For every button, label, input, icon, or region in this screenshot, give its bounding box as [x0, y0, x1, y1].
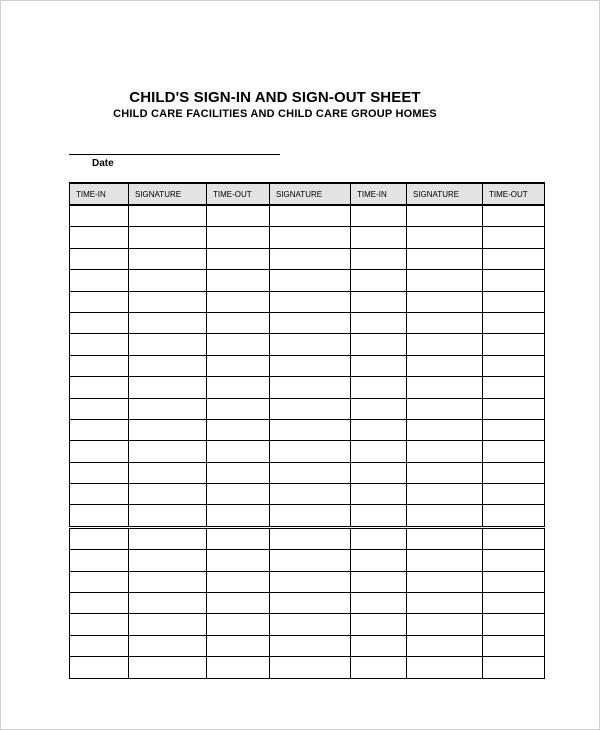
entry-cell[interactable] — [407, 205, 483, 227]
entry-cell[interactable] — [407, 355, 483, 376]
entry-cell[interactable] — [351, 462, 407, 483]
entry-cell[interactable] — [270, 291, 351, 312]
entry-cell[interactable] — [407, 593, 483, 614]
sheet-subtitle: CHILD CARE FACILITIES AND CHILD CARE GROUP HOMES — [113, 108, 437, 120]
entry-cell[interactable] — [351, 270, 407, 291]
entry-cell[interactable] — [70, 248, 129, 269]
entry-cell[interactable] — [483, 334, 545, 355]
entry-cell[interactable] — [407, 527, 483, 549]
entry-cell[interactable] — [207, 527, 270, 549]
entry-cell[interactable] — [207, 398, 270, 419]
entry-cell[interactable] — [407, 550, 483, 571]
entry-cell[interactable] — [129, 657, 207, 678]
entry-cell[interactable] — [351, 484, 407, 505]
entry-cell[interactable] — [407, 227, 483, 248]
header-signature-1: SIGNATURE — [129, 183, 207, 205]
table-row — [70, 484, 545, 505]
entry-cell[interactable] — [70, 505, 129, 527]
entry-cell[interactable] — [407, 334, 483, 355]
table-row — [70, 614, 545, 635]
entry-cell[interactable] — [351, 614, 407, 635]
entry-cell[interactable] — [270, 571, 351, 592]
entry-cell[interactable] — [483, 205, 545, 227]
entry-cell[interactable] — [207, 484, 270, 505]
table-row — [70, 462, 545, 483]
entry-cell[interactable] — [270, 334, 351, 355]
table-row — [70, 571, 545, 592]
entry-cell[interactable] — [129, 291, 207, 312]
entry-cell[interactable] — [351, 291, 407, 312]
entry-cell[interactable] — [70, 355, 129, 376]
table-row — [70, 441, 545, 462]
entry-cell[interactable] — [129, 505, 207, 527]
table-row — [70, 635, 545, 656]
entry-cell[interactable] — [407, 248, 483, 269]
table-header-row — [70, 183, 545, 205]
entry-cell[interactable] — [207, 593, 270, 614]
entry-cell[interactable] — [351, 377, 407, 398]
entry-cell[interactable] — [483, 355, 545, 376]
entry-cell[interactable] — [70, 571, 129, 592]
entry-cell[interactable] — [129, 462, 207, 483]
entry-cell[interactable] — [407, 484, 483, 505]
entry-cell[interactable] — [351, 248, 407, 269]
entry-cell[interactable] — [129, 334, 207, 355]
entry-cell[interactable] — [270, 505, 351, 527]
entry-cell[interactable] — [407, 614, 483, 635]
entry-cell[interactable] — [129, 270, 207, 291]
header-time-in-2: TIME-IN — [351, 183, 407, 205]
entry-cell[interactable] — [70, 462, 129, 483]
table-row — [70, 377, 545, 398]
entry-cell[interactable] — [207, 334, 270, 355]
entry-cell[interactable] — [351, 205, 407, 227]
entry-cell[interactable] — [70, 593, 129, 614]
entry-cell[interactable] — [70, 205, 129, 227]
entry-cell[interactable] — [483, 635, 545, 656]
entry-cell[interactable] — [129, 419, 207, 440]
entry-cell[interactable] — [207, 248, 270, 269]
entry-cell[interactable] — [129, 614, 207, 635]
entry-cell[interactable] — [483, 377, 545, 398]
entry-cell[interactable] — [207, 550, 270, 571]
entry-cell[interactable] — [270, 312, 351, 333]
entry-cell[interactable] — [351, 441, 407, 462]
entry-cell[interactable] — [207, 571, 270, 592]
entry-cell[interactable] — [207, 205, 270, 227]
entry-cell[interactable] — [407, 441, 483, 462]
entry-cell[interactable] — [407, 505, 483, 527]
entry-cell[interactable] — [351, 657, 407, 678]
entry-cell[interactable] — [483, 527, 545, 549]
entry-cell[interactable] — [129, 355, 207, 376]
entry-cell[interactable] — [207, 312, 270, 333]
entry-cell[interactable] — [129, 550, 207, 571]
entry-cell[interactable] — [270, 205, 351, 227]
table-row — [70, 527, 545, 549]
entry-cell[interactable] — [207, 635, 270, 656]
entry-cell[interactable] — [270, 550, 351, 571]
entry-cell[interactable] — [483, 270, 545, 291]
entry-cell[interactable] — [270, 635, 351, 656]
entry-cell[interactable] — [351, 312, 407, 333]
entry-cell[interactable] — [207, 270, 270, 291]
table-row — [70, 550, 545, 571]
table-row — [70, 355, 545, 376]
entry-cell[interactable] — [207, 441, 270, 462]
header-signature-3: SIGNATURE — [407, 183, 483, 205]
entry-cell[interactable] — [270, 593, 351, 614]
entry-cell[interactable] — [70, 334, 129, 355]
table-body — [70, 205, 545, 678]
entry-cell[interactable] — [270, 227, 351, 248]
date-entry-line[interactable] — [69, 154, 280, 155]
entry-cell[interactable] — [207, 505, 270, 527]
entry-cell[interactable] — [351, 334, 407, 355]
entry-cell[interactable] — [351, 505, 407, 527]
entry-cell[interactable] — [483, 419, 545, 440]
entry-cell[interactable] — [129, 571, 207, 592]
entry-cell[interactable] — [70, 657, 129, 678]
entry-cell[interactable] — [483, 441, 545, 462]
entry-cell[interactable] — [270, 419, 351, 440]
entry-cell[interactable] — [270, 248, 351, 269]
entry-cell[interactable] — [129, 205, 207, 227]
entry-cell[interactable] — [351, 593, 407, 614]
entry-cell[interactable] — [407, 571, 483, 592]
entry-cell[interactable] — [270, 355, 351, 376]
entry-cell[interactable] — [207, 462, 270, 483]
entry-cell[interactable] — [483, 312, 545, 333]
table-row — [70, 505, 545, 527]
entry-cell[interactable] — [351, 571, 407, 592]
entry-cell[interactable] — [207, 355, 270, 376]
entry-cell[interactable] — [483, 398, 545, 419]
entry-cell[interactable] — [129, 593, 207, 614]
entry-cell[interactable] — [351, 527, 407, 549]
header-signature-2: SIGNATURE — [270, 183, 351, 205]
entry-cell[interactable] — [207, 614, 270, 635]
table-row — [70, 334, 545, 355]
entry-cell[interactable] — [351, 419, 407, 440]
entry-cell[interactable] — [129, 227, 207, 248]
entry-cell[interactable] — [70, 550, 129, 571]
entry-cell[interactable] — [483, 571, 545, 592]
entry-cell[interactable] — [407, 419, 483, 440]
header-time-in-1: TIME-IN — [70, 183, 129, 205]
entry-cell[interactable] — [407, 635, 483, 656]
entry-cell[interactable] — [351, 398, 407, 419]
entry-cell[interactable] — [483, 657, 545, 678]
entry-cell[interactable] — [70, 484, 129, 505]
table-row — [70, 248, 545, 269]
table-row — [70, 419, 545, 440]
entry-cell[interactable] — [129, 312, 207, 333]
entry-cell[interactable] — [129, 441, 207, 462]
sheet-title: CHILD'S SIGN-IN AND SIGN-OUT SHEET — [129, 89, 421, 106]
entry-cell[interactable] — [129, 398, 207, 419]
entry-cell[interactable] — [129, 527, 207, 549]
table-row — [70, 398, 545, 419]
entry-cell[interactable] — [70, 291, 129, 312]
entry-cell[interactable] — [129, 377, 207, 398]
table-row — [70, 291, 545, 312]
entry-cell[interactable] — [70, 635, 129, 656]
entry-cell[interactable] — [207, 657, 270, 678]
header-time-out-1: TIME-OUT — [207, 183, 270, 205]
entry-cell[interactable] — [407, 398, 483, 419]
entry-cell[interactable] — [270, 462, 351, 483]
entry-cell[interactable] — [70, 227, 129, 248]
entry-cell[interactable] — [351, 635, 407, 656]
entry-cell[interactable] — [270, 377, 351, 398]
entry-cell[interactable] — [483, 614, 545, 635]
entry-cell[interactable] — [407, 291, 483, 312]
table-row — [70, 593, 545, 614]
entry-cell[interactable] — [70, 614, 129, 635]
entry-cell[interactable] — [207, 227, 270, 248]
entry-cell[interactable] — [483, 484, 545, 505]
entry-cell[interactable] — [70, 270, 129, 291]
entry-cell[interactable] — [407, 312, 483, 333]
entry-cell[interactable] — [70, 398, 129, 419]
entry-cell[interactable] — [483, 248, 545, 269]
entry-cell[interactable] — [270, 398, 351, 419]
entry-cell[interactable] — [207, 419, 270, 440]
entry-cell[interactable] — [70, 527, 129, 549]
entry-cell[interactable] — [351, 550, 407, 571]
entry-cell[interactable] — [407, 270, 483, 291]
table-row — [70, 205, 545, 227]
entry-cell[interactable] — [351, 355, 407, 376]
entry-cell[interactable] — [270, 614, 351, 635]
entry-cell[interactable] — [351, 227, 407, 248]
entry-cell[interactable] — [270, 441, 351, 462]
entry-cell[interactable] — [70, 441, 129, 462]
table-row — [70, 312, 545, 333]
table-row — [70, 227, 545, 248]
entry-cell[interactable] — [483, 227, 545, 248]
entry-cell[interactable] — [483, 462, 545, 483]
entry-cell[interactable] — [70, 377, 129, 398]
entry-cell[interactable] — [270, 270, 351, 291]
sign-in-table — [69, 182, 545, 679]
table-row — [70, 657, 545, 678]
header-time-out-2: TIME-OUT — [483, 183, 545, 205]
entry-cell[interactable] — [483, 291, 545, 312]
table-row — [70, 270, 545, 291]
entry-cell[interactable] — [70, 419, 129, 440]
entry-cell[interactable] — [129, 248, 207, 269]
date-label: Date — [92, 158, 114, 169]
entry-cell[interactable] — [270, 484, 351, 505]
entry-cell[interactable] — [407, 462, 483, 483]
entry-cell[interactable] — [270, 657, 351, 678]
entry-cell[interactable] — [483, 593, 545, 614]
entry-cell[interactable] — [483, 505, 545, 527]
entry-cell[interactable] — [407, 657, 483, 678]
entry-cell[interactable] — [70, 312, 129, 333]
entry-cell[interactable] — [483, 550, 545, 571]
entry-cell[interactable] — [207, 377, 270, 398]
entry-cell[interactable] — [407, 377, 483, 398]
entry-cell[interactable] — [129, 635, 207, 656]
entry-cell[interactable] — [207, 291, 270, 312]
entry-cell[interactable] — [129, 484, 207, 505]
entry-cell[interactable] — [270, 527, 351, 549]
